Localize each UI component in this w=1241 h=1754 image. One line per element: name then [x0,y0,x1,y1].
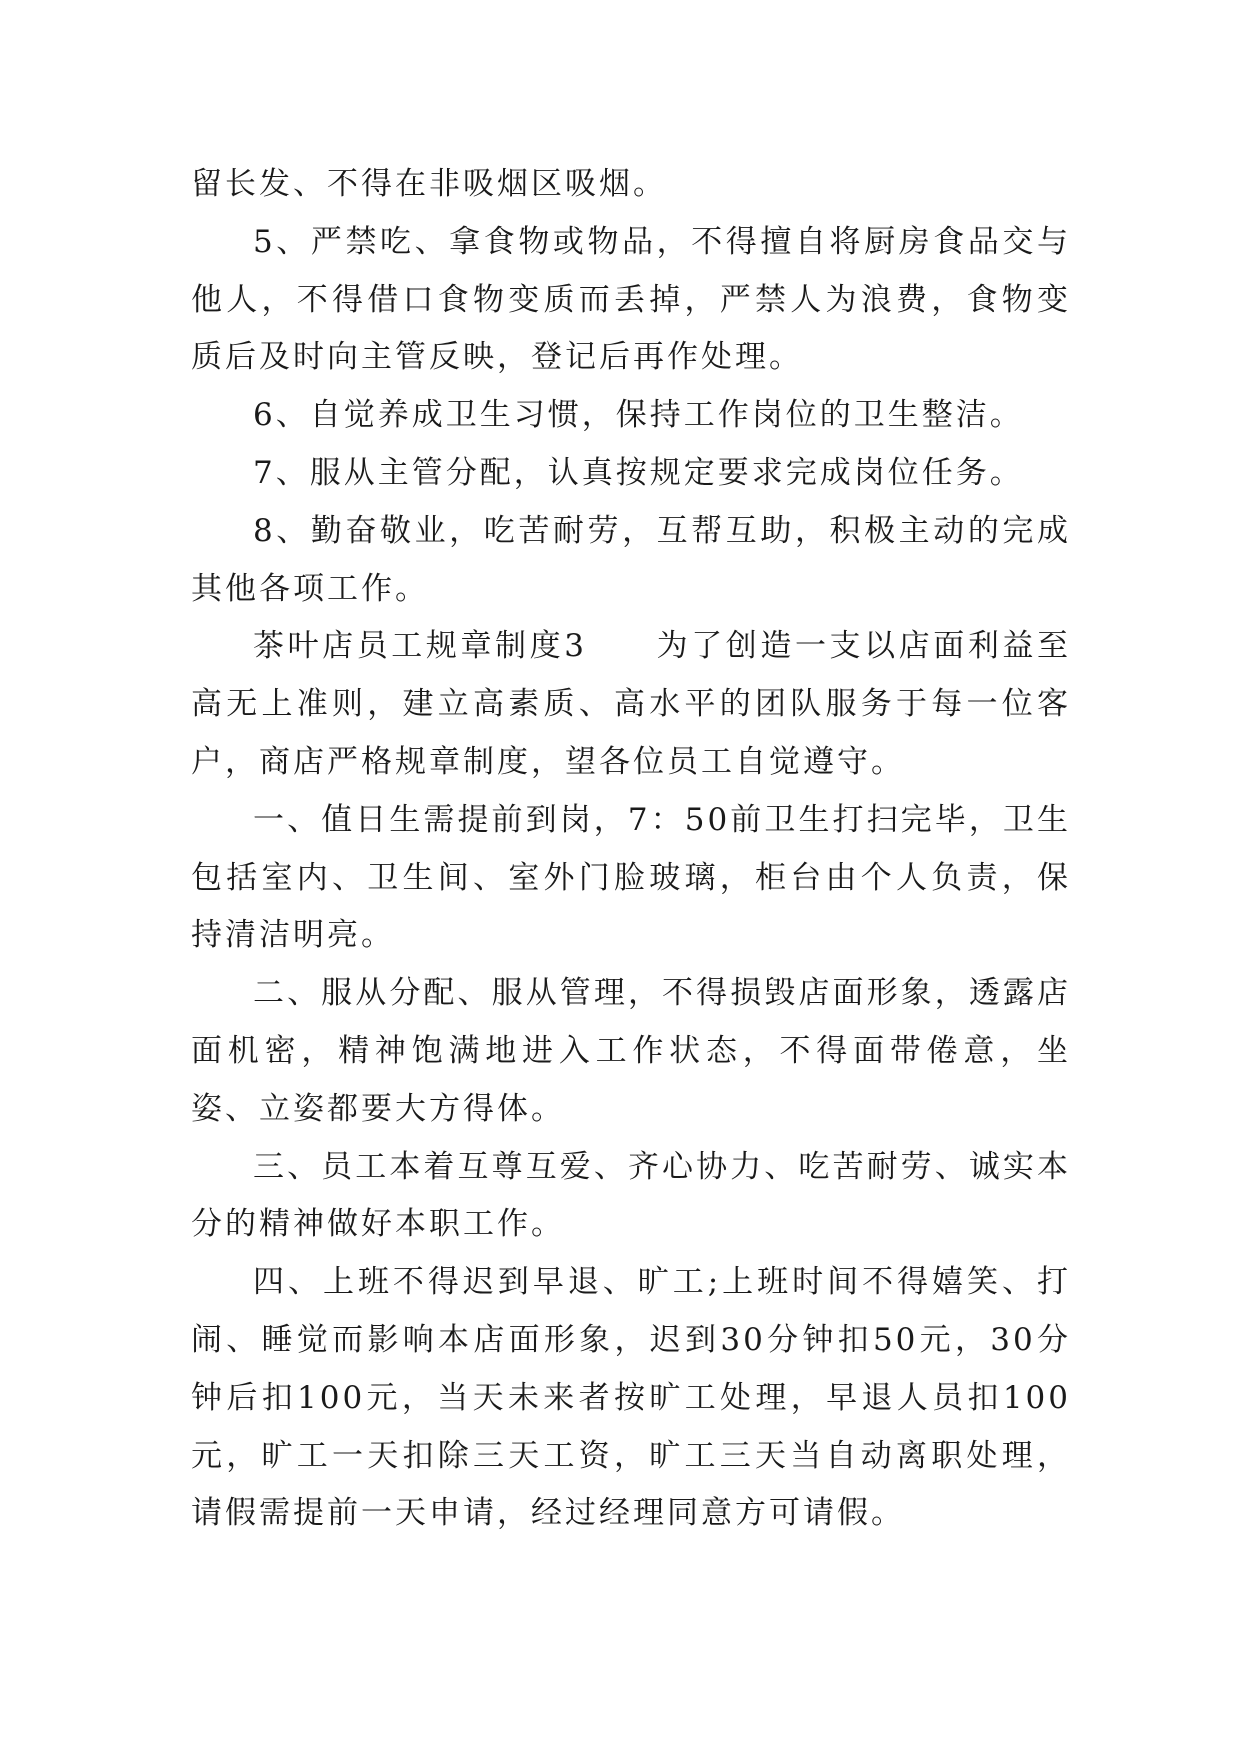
paragraph-6: 茶叶店员工规章制度3 为了创造一支以店面利益至高无上准则，建立高素质、高水平的团队服务于每一位客户，商店严格规章制度，望各位员工自觉遵守。 [191,628,1071,780]
paragraph-2: 5、严禁吃、拿食物或物品，不得擅自将厨房食品交与他人，不得借口食物变质而丢掉，严禁人为浪费，食物变质后及时向主管反映，登记后再作处理。 [191,223,1071,376]
paragraph-1: 留长发、不得在非吸烟区吸烟。 [191,166,667,202]
paragraph-8: 二、服从分配、服从管理，不得损毁店面形象，透露店面机密，精神饱满地进入工作状态，不得面带倦意，坐姿、立姿都要大方得体。 [191,975,1071,1127]
paragraph-5: 8、勤奋敬业，吃苦耐劳，互帮互助，积极主动的完成其他各项工作。 [191,512,1071,607]
paragraph-4: 7、服从主管分配，认真按规定要求完成岗位任务。 [253,454,1024,491]
document-body [191,156,1071,1543]
paragraph-7: 一、值日生需提前到岗，7：50前卫生打扫完毕，卫生包括室内、卫生间、室外门脸玻璃，柜台由个人负责，保持清洁明亮。 [191,801,1071,954]
paragraph-3: 6、自觉养成卫生习惯，保持工作岗位的卫生整洁。 [253,397,1024,434]
paragraph-9: 三、员工本着互尊互爱、齐心协力、吃苦耐劳、诚实本分的精神做好本职工作。 [191,1148,1071,1243]
paragraph-10: 四、上班不得迟到早退、旷工;上班时间不得嬉笑、打闹、睡觉而影响本店面形象，迟到30分钟扣50元，30分钟后扣100元，当天未来者按旷工处理，早退人员扣100元，旷工一天扣除三天工资，旷工三天当自动离职处理，请假需提前一天申请，经过经理同意方可请假。 [191,1264,1071,1532]
